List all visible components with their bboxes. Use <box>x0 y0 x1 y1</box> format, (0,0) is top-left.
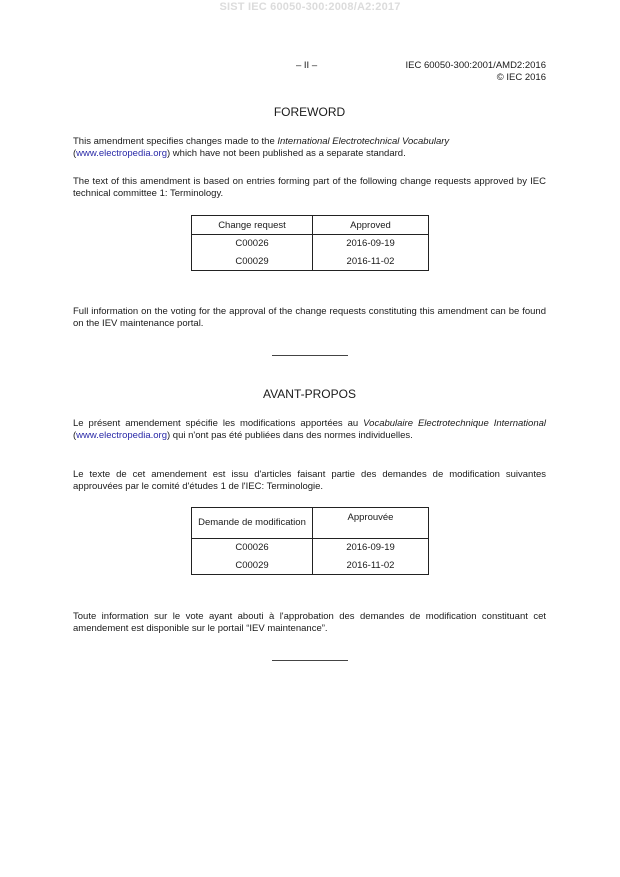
avant-propos-change-request-table <box>191 507 429 575</box>
section-divider <box>272 355 348 356</box>
electropedia-link[interactable]: www.electropedia.org <box>76 429 167 441</box>
table-cell-date: 2016-09-19 <box>313 539 429 557</box>
table-cell-request: C00029 <box>192 557 313 575</box>
avant-propos-p1-italic: Vocabulaire Electrotechnique International <box>363 418 547 429</box>
foreword-title: FOREWORD <box>273 105 346 119</box>
foreword-change-request-table <box>191 215 429 271</box>
avant-propos-p1-suffix: ) qui n'ont pas été publiées dans des normes individuelles. <box>167 429 413 441</box>
foreword-p1-italic: International Electrotechnical Vocabulary <box>277 136 450 147</box>
table-cell-date: 2016-11-02 <box>313 253 429 271</box>
foreword-paragraph-1: This amendment specifies changes made to the International Electrotechnical Vocabulary (www.electropedia.org) which have not been published as a separate standard. <box>73 136 450 159</box>
avant-propos-p1-prefix: Le présent amendement spécifie les modifications apportées au <box>73 418 364 429</box>
table-row <box>192 539 429 557</box>
table-header-demande: Demande de modification <box>192 508 313 539</box>
table-cell-request: C00026 <box>192 539 313 557</box>
avant-propos-paragraph-3: Toute information sur le vote ayant abouti à l'approbation des demandes de modification constituant cet amendement est disponible sur le portail “IEV maintenance”. <box>73 611 546 634</box>
table-row <box>192 235 429 253</box>
avant-propos-paragraph-2: Le texte de cet amendement est issu d'articles faisant partie des demandes de modification suivantes approuvées par le comité d'études 1 de l'IEC: Terminologie. <box>73 469 546 492</box>
standard-id: IEC 60050-300:2001/AMD2:2016 <box>405 60 546 71</box>
page-number: – II – <box>296 60 318 71</box>
foreword-paragraph-3: Full information on the voting for the approval of the change requests constituting this amendment can be found on the IEV maintenance portal. <box>73 306 546 329</box>
section-divider <box>272 660 348 661</box>
table-header-change-request: Change request <box>192 216 313 235</box>
table-row <box>192 253 429 271</box>
table-header-approuvee: Approuvée <box>313 508 429 539</box>
foreword-p1-prefix: This amendment specifies changes made to the <box>73 136 278 147</box>
avant-propos-paragraph-1: Le présent amendement spécifie les modifications apportées au Vocabulaire Electrotechnique International (www.electropedia.org) qui n'ont pas été publiées dans des normes individuelles. <box>73 418 547 441</box>
foreword-paragraph-2: The text of this amendment is based on entries forming part of the following change requests approved by IEC technical committee 1: Terminology. <box>73 176 546 199</box>
foreword-p1-suffix: ) which have not been published as a separate standard. <box>167 147 406 159</box>
table-cell-date: 2016-09-19 <box>313 235 429 253</box>
table-header-approved: Approved <box>313 216 429 235</box>
avant-propos-title: AVANT-PROPOS <box>263 387 356 401</box>
document-watermark: SIST IEC 60050-300:2008/A2:2017 <box>219 1 401 13</box>
table-cell-request: C00029 <box>192 253 313 271</box>
page-header <box>73 60 546 86</box>
copyright-notice: © IEC 2016 <box>496 71 546 83</box>
electropedia-link[interactable]: www.electropedia.org <box>76 147 167 159</box>
table-row <box>192 557 429 575</box>
standard-reference <box>406 60 547 83</box>
table-cell-date: 2016-11-02 <box>313 557 429 575</box>
table-cell-request: C00026 <box>192 235 313 253</box>
